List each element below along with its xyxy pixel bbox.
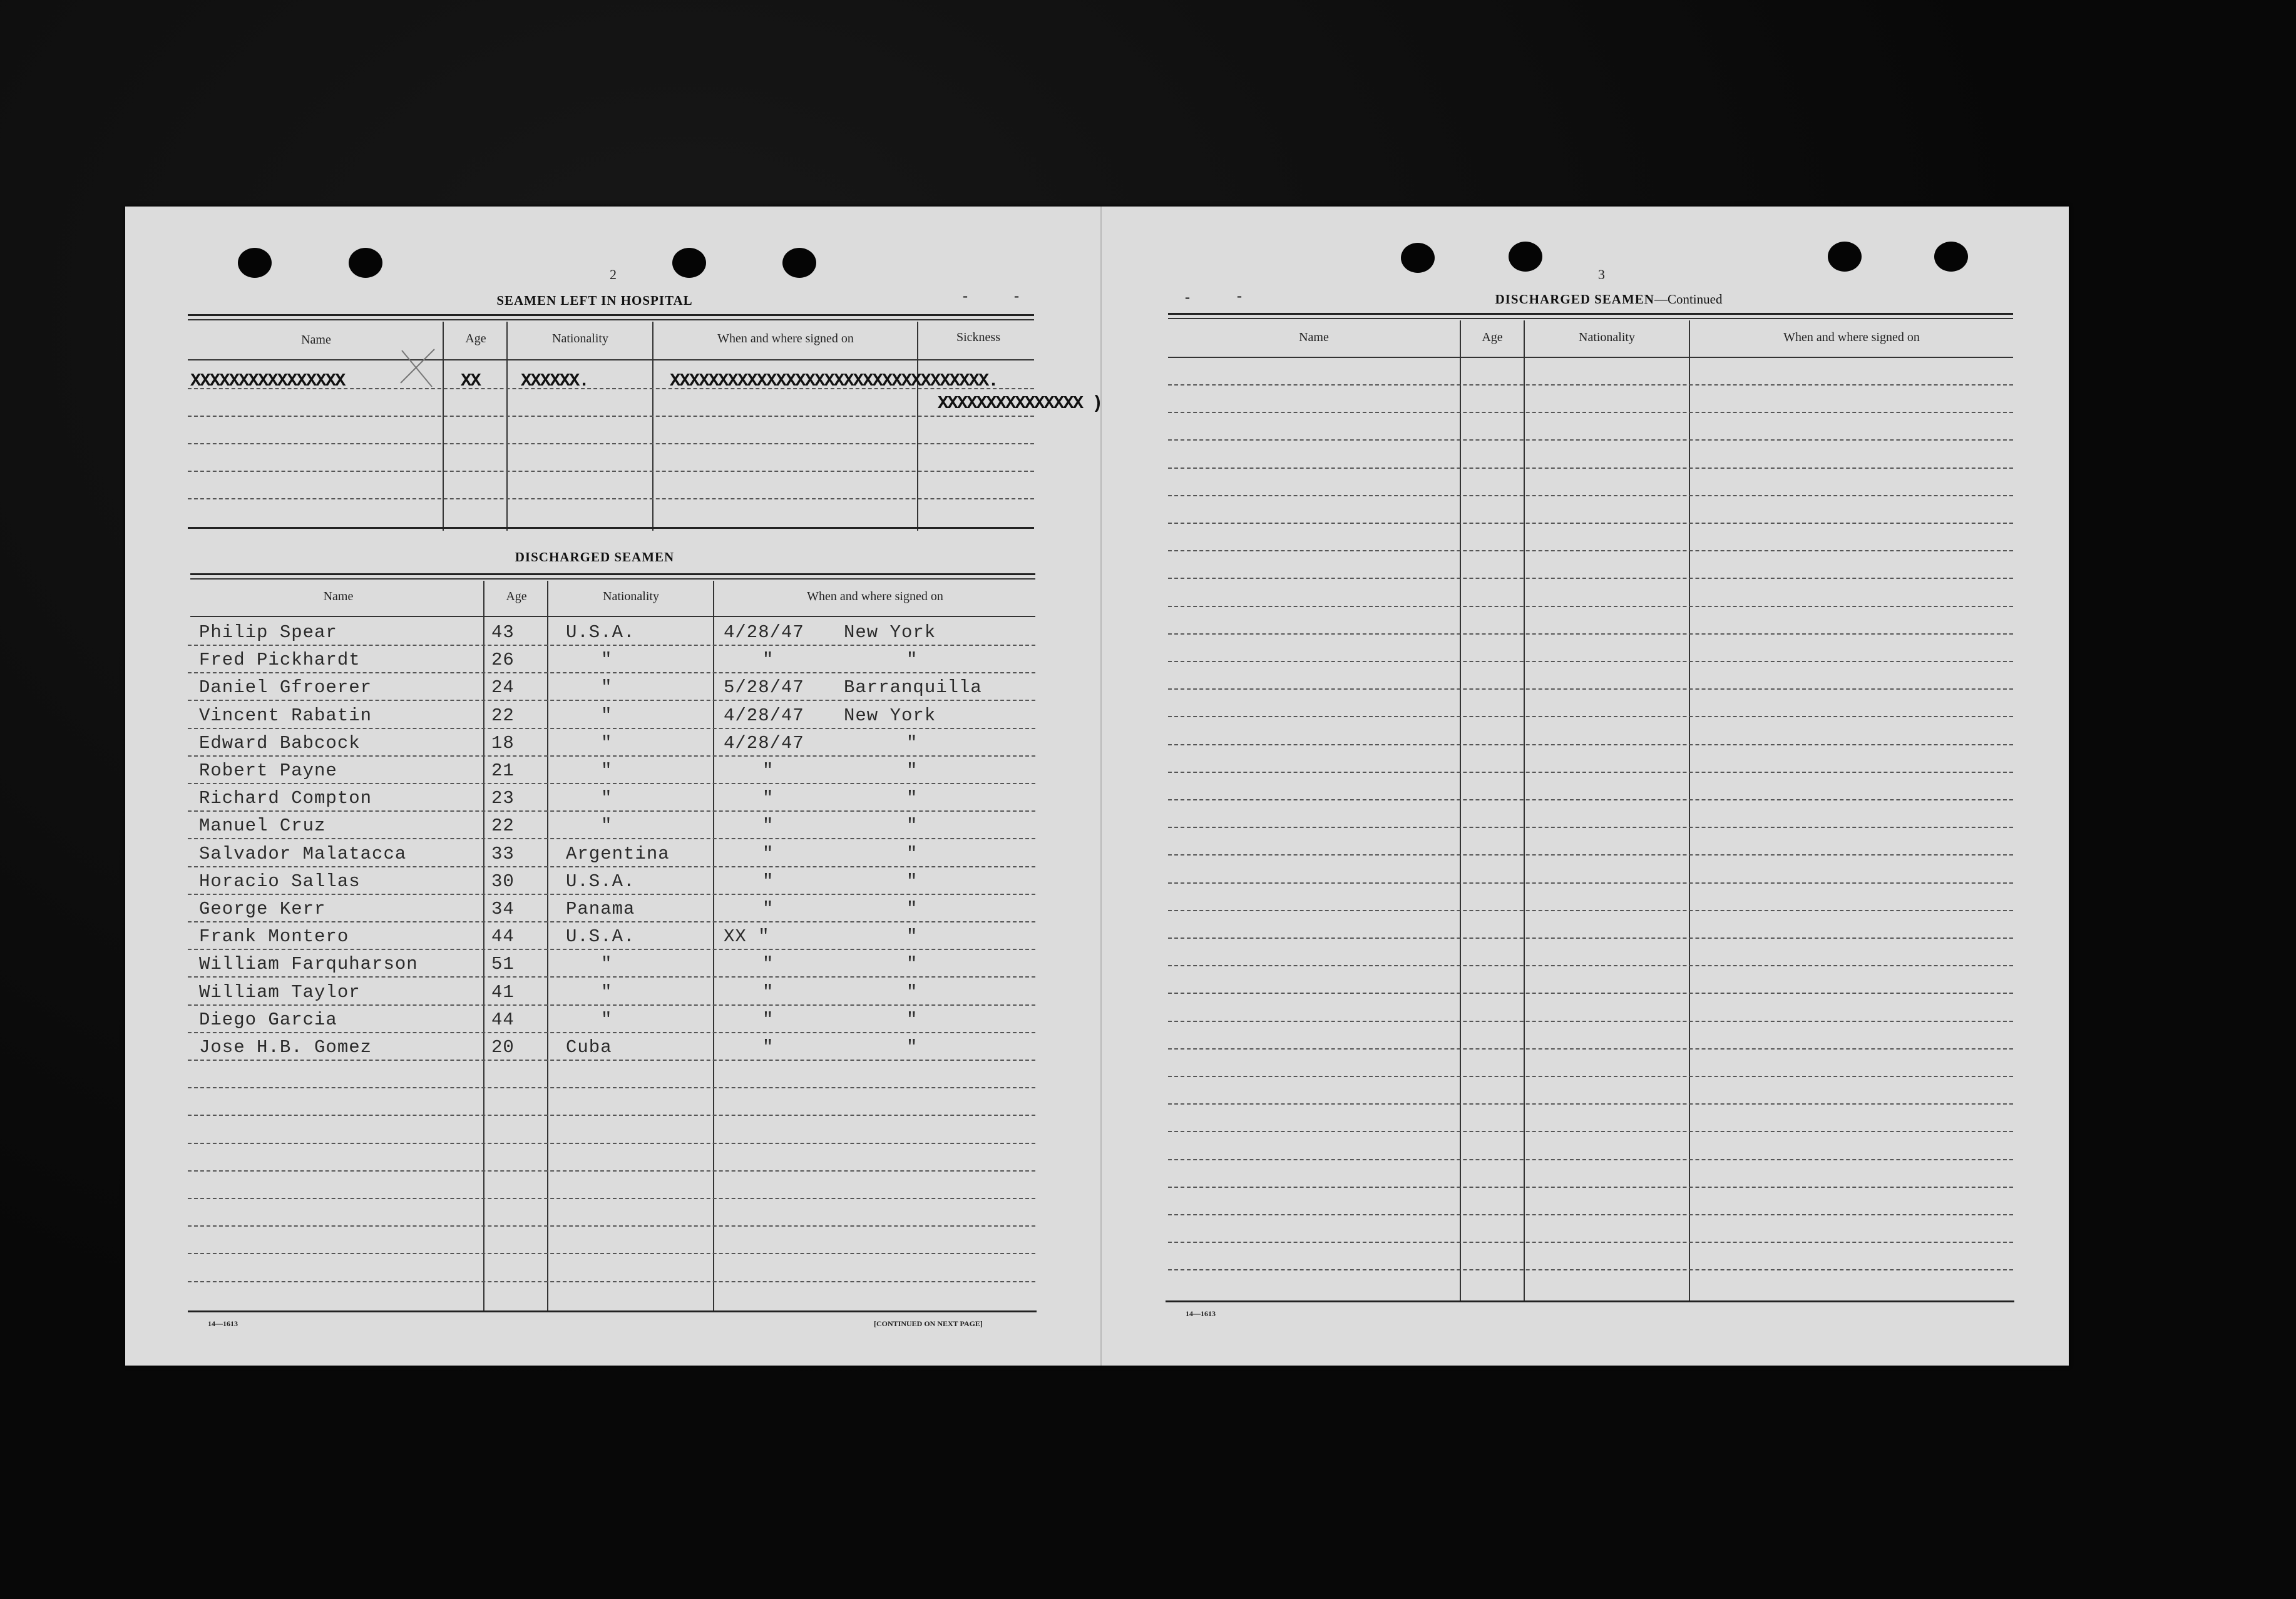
discharged-place: " (906, 1009, 918, 1030)
punch-hole (672, 248, 706, 278)
row-line (188, 1032, 1035, 1033)
punch-hole (1401, 243, 1435, 273)
page-number-left: 2 (610, 267, 617, 282)
discharged-name: Robert Payne (199, 760, 337, 781)
row-line (1168, 799, 2013, 800)
row-line (1168, 578, 2013, 579)
discharged-name: Daniel Gfroerer (199, 677, 372, 698)
discharged-place: " (906, 815, 918, 836)
row-line (1168, 467, 2013, 469)
row-line (1168, 772, 2013, 773)
rule (188, 1310, 1037, 1312)
rule (188, 314, 1034, 316)
punch-hole (782, 248, 816, 278)
discharged-date: " (762, 844, 774, 864)
discharged-age: 41 (491, 982, 515, 1003)
discharged-place: Barranquilla (844, 677, 982, 698)
discharged-age: 18 (491, 733, 515, 754)
discharged-date: " (762, 899, 774, 919)
discharged-age: 22 (491, 705, 515, 726)
hospital-header-age: Age (465, 332, 486, 345)
discharged-date: 5/28/47 (724, 677, 804, 698)
row-line (188, 810, 1035, 812)
row-line (188, 471, 1034, 472)
discharged-nationality: Argentina (566, 844, 670, 864)
discharged-name: Vincent Rabatin (199, 705, 372, 726)
discharged-name: Philip Spear (199, 622, 337, 643)
punch-hole (1828, 242, 1862, 272)
rule (1166, 1300, 2014, 1302)
discharged-place: " (906, 954, 918, 974)
discharged-place: New York (844, 622, 936, 643)
right-section-title-suffix: —Continued (1654, 292, 1723, 307)
punch-hole (1509, 242, 1542, 272)
discharged-age: 22 (491, 815, 515, 836)
row-line (188, 783, 1035, 784)
discharged-name: Frank Montero (199, 926, 349, 947)
discharged-date: " (762, 982, 774, 1003)
rule (190, 578, 1035, 580)
tick-mark: - (963, 288, 968, 304)
discharged-age: 44 (491, 1009, 515, 1030)
row-line (188, 645, 1035, 646)
discharged-place: " (906, 899, 918, 919)
row-line (188, 388, 1034, 389)
tick-mark: - (1237, 288, 1242, 304)
discharged-age: 43 (491, 622, 515, 643)
x-mark-icon (396, 345, 439, 389)
row-line (1168, 1076, 2013, 1077)
punch-hole (238, 248, 272, 278)
row-line (1168, 1021, 2013, 1022)
discharged-date: XX " (724, 926, 770, 947)
hospital-header-signed-on: When and where signed on (717, 332, 854, 345)
row-line (1168, 550, 2013, 551)
row-line (1168, 439, 2013, 441)
discharged-header-name: Name (323, 590, 354, 603)
row-line (1168, 495, 2013, 496)
row-line (1168, 827, 2013, 828)
discharged-place: " (906, 844, 918, 864)
discharged-date: " (762, 815, 774, 836)
discharged-nationality: " (601, 982, 613, 1003)
row-line (188, 1060, 1035, 1061)
row-line (188, 894, 1035, 895)
row-line (1168, 661, 2013, 662)
discharged-date: 4/28/47 (724, 705, 804, 726)
row-line (188, 1143, 1035, 1144)
row-line (188, 1253, 1035, 1254)
row-line (188, 700, 1035, 701)
hospital-name: XXXXXXXXXXXXXXXX (190, 370, 345, 391)
discharged-nationality: " (601, 677, 613, 698)
discharged-nationality: U.S.A. (566, 871, 635, 892)
discharged-name: Diego Garcia (199, 1009, 337, 1030)
row-line (1168, 716, 2013, 717)
row-line (188, 672, 1035, 673)
discharged-date: " (762, 871, 774, 892)
row-line (188, 949, 1035, 950)
continued-note: [CONTINUED ON NEXT PAGE] (874, 1319, 983, 1328)
discharged-age: 51 (491, 954, 515, 974)
row-line (1168, 744, 2013, 745)
discharged-name: William Taylor (199, 982, 361, 1003)
rule (1168, 357, 2013, 358)
discharged-place: " (906, 760, 918, 781)
row-line (188, 921, 1035, 922)
row-line (188, 1115, 1035, 1116)
row-line (1168, 993, 2013, 994)
discharged-date: 4/28/47 (724, 622, 804, 643)
discharged-nationality: " (601, 815, 613, 836)
row-line (1168, 937, 2013, 939)
row-line (1168, 1131, 2013, 1132)
tick-mark: - (1185, 289, 1190, 305)
discharged-name: Fred Pickhardt (199, 650, 361, 670)
discharged-name: Horacio Sallas (199, 871, 361, 892)
hospital-signed-on: XXXXXXXXXXXXXXXXXXXXXXXXXXXXXXXXX. (670, 370, 998, 391)
discharged-age: 30 (491, 871, 515, 892)
discharged-name: Manuel Cruz (199, 815, 326, 836)
discharged-place: " (906, 650, 918, 670)
row-line (1168, 688, 2013, 690)
discharged-date: " (762, 954, 774, 974)
rule (1168, 313, 2013, 315)
page-number-right: 3 (1598, 267, 1605, 282)
hospital-section-title: SEAMEN LEFT IN HOSPITAL (496, 293, 693, 308)
discharged-nationality: Cuba (566, 1037, 612, 1058)
form-number-right: 14—1613 (1186, 1309, 1216, 1318)
rule (188, 359, 1034, 360)
discharged-nationality: U.S.A. (566, 622, 635, 643)
hospital-header-name: Name (301, 333, 331, 347)
discharged-place: New York (844, 705, 936, 726)
row-line (1168, 1269, 2013, 1270)
row-line (188, 1281, 1035, 1282)
row-line (1168, 965, 2013, 966)
row-line (188, 838, 1035, 839)
rule (190, 616, 1035, 617)
row-line (1168, 882, 2013, 884)
discharged-date: " (762, 1037, 774, 1058)
discharged-age: 20 (491, 1037, 515, 1058)
right-section-title (1296, 292, 1922, 307)
row-line (1168, 523, 2013, 524)
rule (1168, 318, 2013, 319)
discharged-age: 21 (491, 760, 515, 781)
discharged-name: Salvador Malatacca (199, 844, 407, 864)
row-line (188, 416, 1034, 417)
row-line (188, 1170, 1035, 1172)
row-line (1168, 606, 2013, 607)
tick-mark: - (1014, 288, 1019, 304)
discharged-nationality: " (601, 788, 613, 809)
discharged-nationality: Panama (566, 899, 635, 919)
discharged-date: " (762, 1009, 774, 1030)
discharged-header-nationality: Nationality (603, 590, 659, 603)
right-header-age: Age (1482, 330, 1503, 344)
discharged-name: Edward Babcock (199, 733, 361, 754)
row-line (1168, 1159, 2013, 1160)
discharged-date: " (762, 788, 774, 809)
row-line (1168, 384, 2013, 386)
discharged-place: " (906, 926, 918, 947)
column-divider (483, 581, 484, 1312)
row-line (188, 498, 1034, 499)
row-line (1168, 1214, 2013, 1215)
discharged-name: Jose H.B. Gomez (199, 1037, 372, 1058)
right-header-signed-on: When and where signed on (1783, 330, 1920, 344)
discharged-place: " (906, 982, 918, 1003)
row-line (1168, 412, 2013, 413)
row-line (1168, 1187, 2013, 1188)
discharged-age: 26 (491, 650, 515, 670)
discharged-nationality: " (601, 1009, 613, 1030)
discharged-nationality: " (601, 954, 613, 974)
row-line (188, 1225, 1035, 1227)
row-line (188, 1198, 1035, 1199)
center-fold (1100, 207, 1102, 1366)
rule (190, 573, 1035, 575)
discharged-age: 24 (491, 677, 515, 698)
row-line (188, 755, 1035, 757)
discharged-nationality: " (601, 760, 613, 781)
discharged-nationality: U.S.A. (566, 926, 635, 947)
row-line (188, 866, 1035, 867)
discharged-age: 34 (491, 899, 515, 919)
column-divider (547, 581, 548, 1312)
discharged-age: 33 (491, 844, 515, 864)
right-section-title-main: DISCHARGED SEAMEN (1495, 292, 1654, 307)
hospital-header-nationality: Nationality (552, 332, 608, 345)
row-line (1168, 910, 2013, 911)
discharged-name: Richard Compton (199, 788, 372, 809)
column-divider (713, 581, 714, 1312)
discharged-nationality: " (601, 650, 613, 670)
discharged-age: 23 (491, 788, 515, 809)
right-header-name: Name (1299, 330, 1329, 344)
row-line (1168, 854, 2013, 856)
hospital-sickness: XXXXXXXXXXXXXXX ) (938, 393, 1102, 414)
discharged-date: " (762, 650, 774, 670)
discharged-place: " (906, 788, 918, 809)
discharged-name: George Kerr (199, 899, 326, 919)
rule (188, 527, 1034, 529)
row-line (188, 1087, 1035, 1088)
row-line (188, 443, 1034, 444)
discharged-place: " (906, 733, 918, 754)
discharged-date: 4/28/47 (724, 733, 804, 754)
row-line (188, 728, 1035, 729)
punch-hole (349, 248, 382, 278)
ledger-paper (125, 207, 2069, 1366)
discharged-age: 44 (491, 926, 515, 947)
punch-hole (1934, 242, 1968, 272)
hospital-header-sickness: Sickness (956, 330, 1000, 344)
discharged-name: William Farquharson (199, 954, 418, 974)
row-line (1168, 633, 2013, 635)
row-line (1168, 1103, 2013, 1105)
form-number-left: 14—1613 (208, 1319, 238, 1328)
hospital-nationality: XXXXXX. (521, 370, 588, 391)
discharged-section-title: DISCHARGED SEAMEN (515, 549, 675, 565)
discharged-nationality: " (601, 733, 613, 754)
row-line (188, 976, 1035, 978)
row-line (1168, 1048, 2013, 1050)
discharged-place: " (906, 1037, 918, 1058)
discharged-header-signed-on: When and where signed on (807, 590, 943, 603)
row-line (1168, 1242, 2013, 1243)
hospital-age: XX (461, 370, 480, 391)
discharged-header-age: Age (506, 590, 527, 603)
discharged-nationality: " (601, 705, 613, 726)
right-header-nationality: Nationality (1579, 330, 1635, 344)
discharged-date: " (762, 760, 774, 781)
row-line (188, 1004, 1035, 1006)
discharged-place: " (906, 871, 918, 892)
rule (188, 319, 1034, 320)
